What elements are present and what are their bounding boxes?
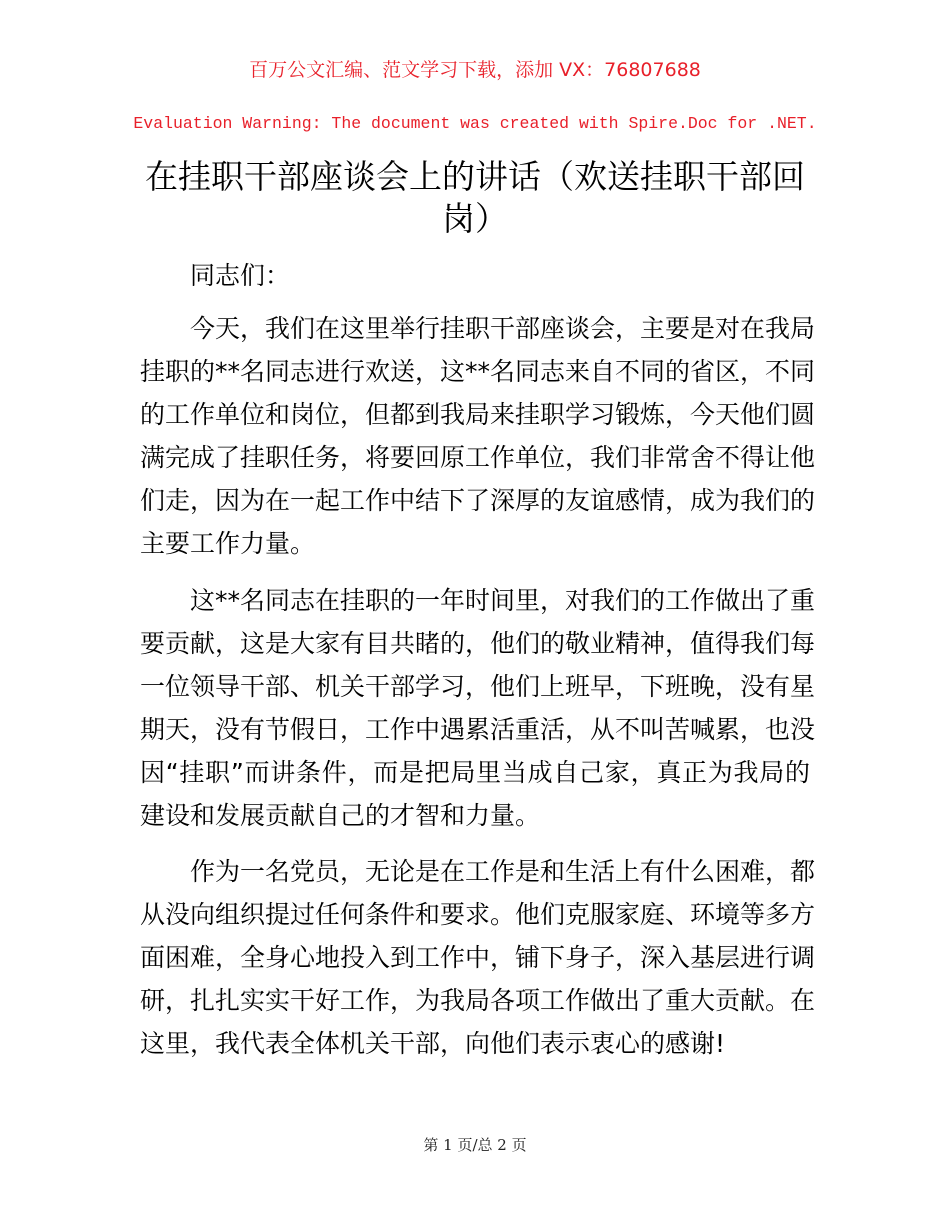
evaluation-warning: Evaluation Warning: The document was created with Spire.Doc for .NET. bbox=[133, 114, 817, 133]
paragraph-2 bbox=[140, 579, 816, 837]
salutation-text: 同志们： bbox=[190, 261, 291, 290]
text-line: 因“挂职”而讲条件，而是把局里当成自己家，真正为我局的 bbox=[140, 758, 810, 787]
text-line: 一位领导干部、机关干部学习，他们上班早，下班晚，没有星 bbox=[140, 672, 816, 701]
text-line: 作为一名党员，无论是在工作是和生活上有什么困难，都 bbox=[190, 857, 816, 886]
text-line: 期天，没有节假日，工作中遇累活重活，从不叫苦喊累，也没 bbox=[140, 715, 816, 744]
document-title bbox=[140, 156, 810, 240]
title-line: 岗） bbox=[442, 199, 508, 238]
text-line: 研，扎扎实实干好工作，为我局各项工作做出了重大贡献。在 bbox=[140, 986, 816, 1015]
text-line: 主要工作力量。 bbox=[140, 529, 316, 558]
text-line: 从没向组织提过任何条件和要求。他们克服家庭、环境等多方 bbox=[140, 900, 816, 929]
text-line: 的工作单位和岗位，但都到我局来挂职学习锻炼，今天他们圆 bbox=[140, 400, 816, 429]
text-line: 要贡献，这是大家有目共睹的，他们的敬业精神，值得我们每 bbox=[140, 629, 816, 658]
text-line: 挂职的**名同志进行欢送，这**名同志来自不同的省区，不同 bbox=[140, 357, 816, 386]
text-line: 们走，因为在一起工作中结下了深厚的友谊感情，成为我们的 bbox=[140, 486, 816, 515]
text-line: 这**名同志在挂职的一年时间里，对我们的工作做出了重 bbox=[190, 586, 816, 615]
text-line: 建设和发展贡献自己的才智和力量。 bbox=[140, 801, 541, 830]
text-line: 面困难，全身心地投入到工作中，铺下身子，深入基层进行调 bbox=[140, 943, 816, 972]
text-line: 今天，我们在这里举行挂职干部座谈会，主要是对在我局 bbox=[190, 314, 816, 343]
paragraph-3 bbox=[140, 850, 816, 1065]
header-notice: 百万公文汇编、范文学习下载，添加 VX：76807688 bbox=[249, 59, 701, 81]
salutation bbox=[140, 254, 810, 297]
title-line: 在挂职干部座谈会上的讲话（欢送挂职干部回 bbox=[145, 157, 805, 196]
text-line: 这里，我代表全体机关干部，向他们表示衷心的感谢! bbox=[140, 1029, 726, 1058]
page-footer: 第 1 页/总 2 页 bbox=[423, 1136, 527, 1154]
text-line: 满完成了挂职任务，将要回原工作单位，我们非常舍不得让他 bbox=[140, 443, 816, 472]
paragraph-1 bbox=[140, 307, 816, 565]
